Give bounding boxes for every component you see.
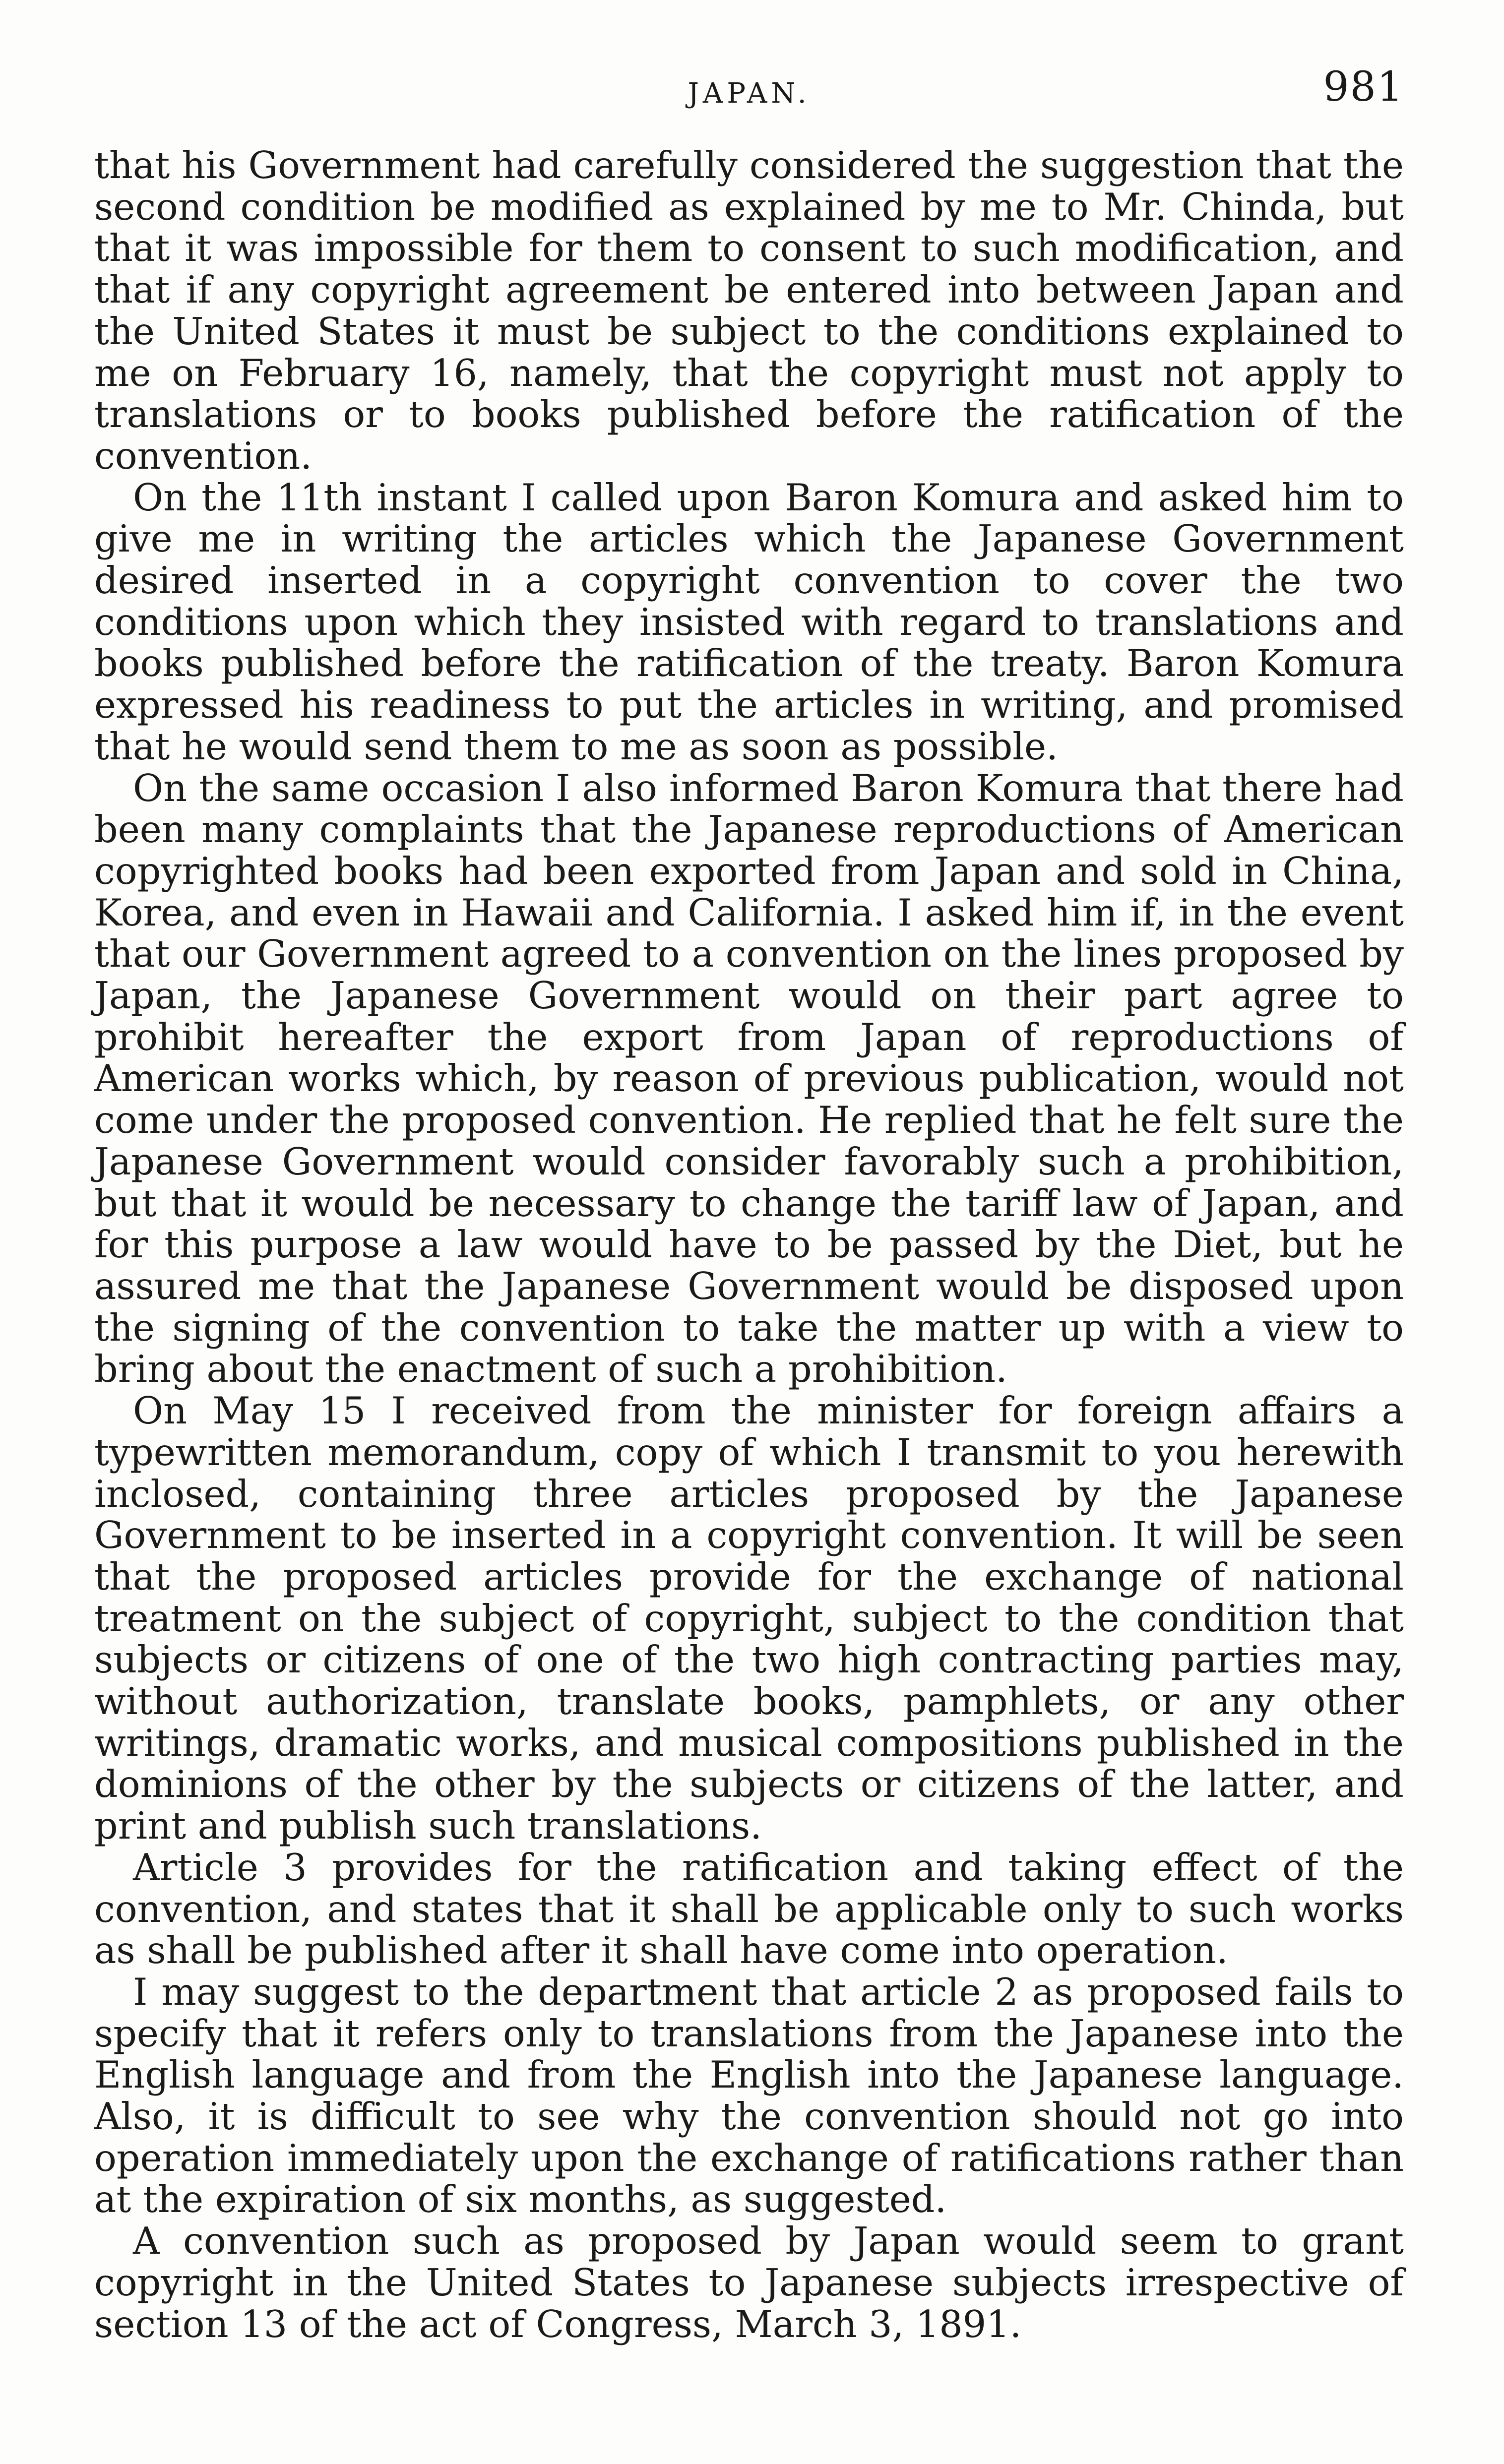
paragraph: On the same occasion I also informed Baron Komura that there had been many complaints that the Japanese reproductions of American copyrighted books had been exported from Japan and sold in China, Korea, and even in Hawaii and California. I asked him if, in the event that our Government agreed to a convention on the lines proposed by Japan, the Japanese Government would on their part agree to prohibit hereafter the export from Japan of reproductions of American works which, by reason of previous publication, would not come under the proposed convention. He replied that he felt sure the Japanese Government would consider favorably such a prohibition, but that it would be necessary to change the tariff law of Japan, and for this purpose a law would have to be passed by the Diet, but he assured me that the Japanese Government would be disposed upon the signing of the convention to take the matter up with a view to bring about the enactment of such a prohibition. <box>94 766 1404 1391</box>
running-header <box>94 63 1404 118</box>
body-text <box>94 145 1404 2345</box>
paragraph: Article 3 provides for the ratification and taking effect of the convention, and states that it shall be applicable only to such works as shall be published after it shall have come into operation. <box>94 1846 1404 1972</box>
page-number: 981 <box>1323 63 1404 111</box>
paragraph: On the 11th instant I called upon Baron Komura and asked him to give me in writing the articles which the Japanese Government desired inserted in a copyright convention to cover the two conditions upon which they insisted with regard to translations and books published before the ratification of the treaty. Baron Komura expressed his readiness to put the articles in writing, and promised that he would send them to me as soon as possible. <box>94 476 1404 768</box>
paragraph: I may suggest to the department that article 2 as proposed fails to specify that it refers only to translations from the Japanese into the English language and from the English into the Japanese language. Also, it is difficult to see why the convention should not go into operation immediately upon the exchange of ratifications rather than at the expiration of six months, as suggested. <box>94 1970 1404 2221</box>
paragraph-continued: that his Government had carefully considered the suggestion that the second condition be modified as explained by me to Mr. Chinda, but that it was impossible for them to consent to such modification, and that if any copyright agreement be entered into between Japan and the United States it must be subject to the conditions explained to me on February 16, namely, that the copyright must not apply to translations or to books published before the ratification of the convention. <box>94 144 1404 478</box>
running-title: JAPAN. <box>688 77 811 110</box>
paragraph: On May 15 I received from the minister for foreign affairs a typewritten memorandum, copy of which I transmit to you herewith inclosed, containing three articles proposed by the Japanese Government to be inserted in a copyright convention. It will be seen that the proposed articles provide for the exchange of national treatment on the subject of copyright, subject to the condition that subjects or citizens of one of the two high contracting parties may, without authorization, translate books, pamphlets, or any other writings, dramatic works, and musical compositions published in the dominions of the other by the subjects or citizens of the latter, and print and publish such translations. <box>94 1389 1404 1848</box>
paragraph: A convention such as proposed by Japan would seem to grant copyright in the United States to Japanese subjects irrespective of section 13 of the act of Congress, March 3, 1891. <box>94 2219 1404 2346</box>
